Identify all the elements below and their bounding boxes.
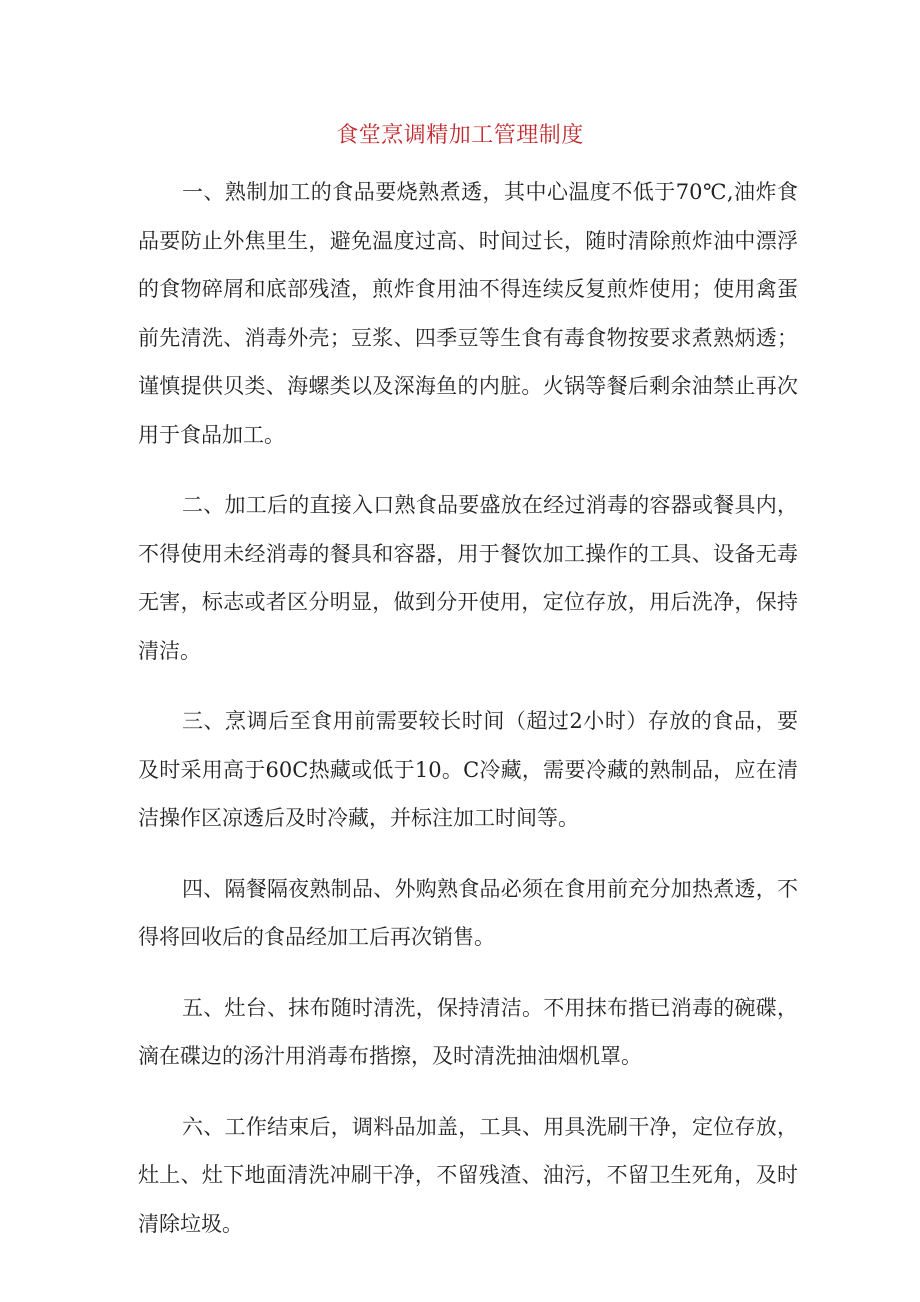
paragraph-5: 五、灶台、抹布随时清洗，保持清洁。不用抹布揩已消毒的碗碟，滴在碟边的汤汁用消毒布揩擦，及时清洗抽油烟机罩。 (138, 995, 798, 1068)
paragraph-1: 一、熟制加工的食品要烧熟煮透，其中心温度不低于70℃,油炸食品要防止外焦里生，避免温度过高、时间过长，随时清除煎炸油中漂浮的食物碎屑和底部残渣，煎炸食用油不得连续反复煎炸使用；使用禽蛋前先清洗、消毒外壳；豆浆、四季豆等生食有毒食物按要求煮熟炳透；谨慎提供贝类、海螺类以及深海鱼的内脏。火锅等餐后剩余油禁止再次用于食品加工。 (138, 180, 798, 447)
document-title: 食堂烹调精加工管理制度 (336, 123, 584, 148)
document-body (138, 168, 798, 1270)
paragraph-3: 三、烹调后至食用前需要较长时间（超过2小时）存放的食品，要及时采用高于60C热藏或低于10。C冷藏，需要冷藏的熟制品，应在清洁操作区凉透后及时冷藏，并标注加工时间等。 (138, 709, 798, 830)
paragraph-2: 二、加工后的直接入口熟食品要盛放在经过消毒的容器或餐具内，不得使用未经消毒的餐具和容器，用于餐饮加工操作的工具、设备无毒无害，标志或者区分明显，做到分开使用，定位存放，用后洗净，保持清洁。 (138, 493, 798, 663)
paragraph-6: 六、工作结束后，调料品加盖，工具、用具洗刷干净，定位存放，灶上、灶下地面清洗冲刷干净，不留残渣、油污，不留卫生死角，及时清除垃圾。 (138, 1114, 798, 1236)
paragraph-4: 四、隔餐隔夜熟制品、外购熟食品必须在食用前充分加热煮透，不得将回收后的食品经加工后再次销售。 (138, 876, 798, 949)
